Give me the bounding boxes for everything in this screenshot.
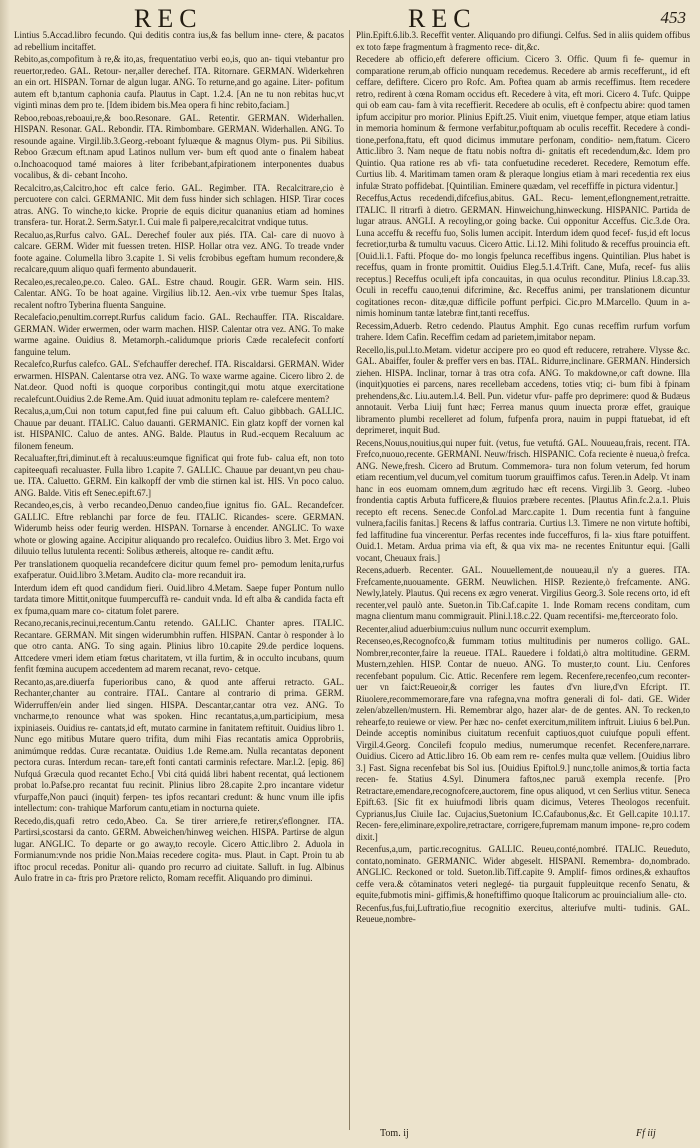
dictionary-entry: Recens,Nouus,nouitius,qui nuper fuit. (vetus, fue vetuftá. GAL. Nouueau,frais, recent. ITA. Frefco,nuouo,recente. GERMANI. Neuw/frisch. HISPANIC. Cofa reciente è nueua,ò frefca. ANG. Newe,fresh. Cicero ad Brutum. Commemora- tura non folum veterum, fed horum etiam recentium,vel ducum,vel comitum tuorum grauiffimos cafus. Teren.in Adelp. Vt inam hanc in eos euomam omnem,dum ægritudo hæc eft recens. Virgi.lib 3. Georg. -lubeo frondentia captis Arbuta fufficere,& fluuios præbere recentes. [Plautus Afin.fc.2.a.1. Pluis recepto eft recens. Senec.de Confol.ad Marc.capite 1. Dum recentia funt à fanguine vulnera,facilis fanitas.] Recens & laffus contraria. Curtius l.3. Timere ne non virtute hoftibi, fed laffitudine fua vincerentur. Perfas recentes inde fucceffuros, fi la- xius ftare potuiffent. Ouid.1. Metam. Ardua prima via eft, & qua vix ma- ne recentes Enituntur equi. [Galli vocant, Cheuaux frais.] <box>356 437 690 563</box>
dictionary-entry: Recanto,as,are.diuerfa fuperioribus cano, & quod ante afferui retracto. GAL. Rechanter,chanter au contraire. ITAL. Cantare al contrario di prima. GERM. Widerruffen/ein ander lied singen. HISPA. Descantar,cantar otra vez. ANG. To vncharme,to renounce what was spoken. Hinc recantatus,a,um,participium, mesa ixpiniaseis. Ouidius re- cantats,id eft, mutato carmine in fanitatem reftituit. Ouidius libro 1. Nunc ego mitibus Mutare quero trifita, dum mihi Fias recantatis amica Opprobriis, animúmque reddas. Curæ recantatæ. Ouidius 1.de Reme.am. Nulla recantatas deponent pectora curas. Interdum recan- tare,eft fonti cantati carminis refectare. Mar.l.2. [epig. 86] Nufquá Græcula quod recantet Echo.[ Vbi citá quidá libri habent recentat, quá lectionem probat lo.Pafse.pro recantat fuu recinit. Plinius libro 28.capite 2.pro incantare videtur vfurpaffe,Non pauci (inquit) ferpen- tes ipfos recantari credunt: & hunc vnum ille ipfis intellectum: con- trahique Marforum cantu,etiam in nocturna quiete. <box>14 676 344 813</box>
right-column <box>356 30 690 1124</box>
dictionary-entry: Recello,lis,pul.l.to.Metam. videtur accipere pro eo quod eft reducere, retrahere. Vlysse &c. GAL. Abaiffer, fouler & preffer vers en bas. ITAL. Ridurre,inclinare. GERMAN. Hindersich ziehen. HISPA. Inclinar, tornar à tras otra cofa. ANG. To makdowne,or caft downe. Illa (inquit)quoties ei parcens, nares recellebam accedens, toties vtiq; ci- bum fibi à fpinam prehendens,&c. Liu.autem.l.4. Bell. Pun. videtur vfur- paffe pro deprimere: quod & Budæus annotauit. Verba Liuij funt hæc; Ferrea manus quum inuecta proræ effet, grauique libramento plumbi recelleret ad folum, fufpenfa prora, nauim in puppi ftatuebat, id eft deprimeret, inquit Bud. <box>356 344 690 435</box>
page-gutter-shadow <box>0 0 10 1148</box>
dictionary-entry: Interdum idem eft quod candidum fieri. Ouid.libro 4.Metam. Saepe fuper Pontum nullo tardata timore Mittit,onitque fuumpercuffà re- canduit vnda. Id eft alba & candida facta eft ex fpuma,quam mare co- citatum folet parere. <box>14 582 344 616</box>
dictionary-entry: Per translationem quoquelia recandefcere dicitur quum femel pro- pemodum lenita,rurfus exafperatur. Ouid.libro 3.Metam. Audito cla- more recanduit ira. <box>14 558 344 580</box>
dictionary-entry: Recano,recanis,recinui,recentum.Cantu retendo. GALLIC. Chanter apres. ITALIC. Recantare. GERMAN. Mit singen widerumbhin ruffen. HISPAN. Cantar ò responder à lo que otro canta. ANG. To sing again. Plinius libro 10.capite 29.de perdice loquens. Attcedere vmeri idem etiam fœtus charitatem, vt illa furtim, & in occulto incubans, quum fenfit fœmina aucupem accedentem ad marem recanat, revo- cetque. <box>14 618 344 674</box>
dictionary-entry: Receffus,Actus recedendi,difcefius,abitus. GAL. Recu- lement,eflongnement,retraitte. ITALIC. Il ritrarfi à dietro. GERMAN. Hinweichung,hinweckung. HISPANIC. Partida de lugar atraus. ANGLI. A recoyling,or going backe. Cui opponitur Acceffus. Cic.3.de Ora. Luna acceffu & receffu fuo, Solis lumen accipit. Interdum idem quod fecef- fus,id eft locus fecretior,turba & tumultu vacuus. Cicero Attic. Li.12. Mihi folitudo & receffus prouincia eft. [Ouid.li.1. Fafti. Pfoque do- mo longis fpelunca receffibus ingens. Quintilian. Plus habet is receffus, quam in fronte promittit. Ouidius Eleg.5.1.4.Trift. Cane, Mufa, recef- fus aliis receptus.] Receffus oculi,eft ipfa concauitas, in qua oculus reconditur. Plinius l.8.cap.33. Oculi in receffu cauo,tenui difcrimine, &c. Receffus animi, per translationem dicuntur cogitationes recon- ditæ,quæ difficile poffunt perfpici. Cic.pro M.Marcello. Quum in a- nimis hominum tantæ latebræ fint,tanti receffus. <box>356 193 690 318</box>
signature-mark: Ff iij <box>636 1128 656 1139</box>
dictionary-entry: Recalcitro,as,Calcitro,hoc eft calce ferio. GAL. Regimber. ITA. Recalcitrare,cio è percuotere con calci. GERMANIC. Mit dem fuss hinder sich schlagen. HISP. Tirar coces atras. ANG. To winche,to kicke. Proprie de equis dicitur quananius etiam ad homines transfera- tur. Horat.2. Serm.Satyr.1. Cui male fi palpere,recalcitrat vndique tutus. <box>14 182 344 227</box>
dictionary-entry: Recens,aduerb. Recenter. GAL. Nouuellement,de nouueau,il n'y a gueres. ITA. Frefcamente,nuouamente. GERM. Neuwlichen. HISP. Reziente,ò frefcamente. ANG. Newly,lately. Plautus. Qui recens ex ægro venerat. Virgilius Georg.3. Sole recens orto, id eft recenter,vel paulò ante. Sueton.in Tib.Caf.capite 1. Inde Romam recens conditam, cum magna clientum manu commigrauit. Plini.l.18.c.22. Quam recentifsi- me,fterceorato folo. <box>356 565 690 621</box>
column-divider <box>349 30 350 1130</box>
dictionary-entry: Recaleo,es,recaleo,pe.co. Caleo. GAL. Estre chaud. Rougir. GER. Warm sein. HIS. Calentar. ANG. To be hoat againe. Virgilius lib.12. Aen.-vix vrbe tuemur Spes Italas, recalent noftro Tyberina fluenta Sanguine. <box>14 276 344 310</box>
dictionary-entry: Recenseo,es,Recognofco,& fummam totius multitudinis per numeros colligo. GAL. Nombrer,reconter,faire la reueue. ITAL. Rauedere i foldati,ò altra moltitudine. GERM. Mustern,zehlen. HISP. Contar de nueuo. ANG. To muster,to count. Liu. Cenfores recenfebant populum. Cic. Attic. Recenfere rem legem. Recenfere,recenfeo,cum reconter- uer vn faict:Reueoir,& corriger les fautes d'vn liure,d'vn Efcript. IT. Riuolere,recommemorare,fare vna rafegna,vna moftra generali di fol- dati. GE. Wider zelen/abzellen/mustern. Hi. Remembrar algo, hazer alar- de de gentes. AN. To recken,to rehearfe,to reuiewe or view. Per hæc no- cenfet exercitum,militem inftruit. Liuius 6 bel.Pun. Deinde acceptis nominibus ciuitatum recenfuit captiuos,quot cuiufque populi effent. Virgil.4.Georg. Concilefi fcopulo medius, numerumque recenfet. Recenfere,narrare. Ouidius. Cicero ad Attic.libro 16. Ob eam rem re- cenfes multa quæ vellem. [Ouidius libro 3.] Fast. Signa recenfebat bis Sol ius. [Ouidius Epiftol.9.] nunc,tolle animos,& tortia facta recen- fe. Statius 4.Syl. Dinumera faftos,nec paruã exempla recenfe. [Pro Retractare,emendare,recognofcere,auctorem, fine opus aliquod, vt cen Serlius vtitur. Seneca Epift.63. [Sic fit ex huiufmodi libris quam dicimus, Veteres Theologos recenfuit. Cyprianus,Ius Ciuile Iac. Cujacius,Suetonium IC.Cafaubonus,&c. Et Gell.capite 10.l.17. Recen- fere,eliminare,expolire,retractare, corrigere,fupremam manum impone- re,pro codem dixit.] <box>356 636 690 842</box>
dictionary-entry: Recalus,a,um,Cui non totum caput,fed fine pui caluum eft. Caluo gibbbach. GALLIC. Chauue par deuant. ITALIC. Caluo dauanti. GERMANIC. Ein glatz kopff der vornen kal ist. HISPANIC. Caluo de antes. ANG. Balde. Plautus in Rud.-ecquem Recaluum ac filonem feneum. <box>14 406 344 451</box>
right-head-word: REC <box>408 4 477 33</box>
left-head-word: REC <box>134 4 203 33</box>
dictionary-entry: Recandeo,es,cis, à verbo recandeo,Denuo candeo,fiue ignitus fio. GAL. Recandefcer. GALLIC. Eftre reblanchi par force de feu. ITALIC. Ricandes- scere. GERMAN. Widerumb heiss oder feurig werden. HISPAN. Tornarse à encender. ANGLIC. To waxe whote or glowing againe. Accipitur aliquando pro recalefco. Ouidius libro 3. Met. Ergo voi diluuio tellus lutulenta recenti: Solibus æthereis, altoque re- candit æftu. <box>14 500 344 556</box>
dictionary-entry: Recenter,aliud aduerbium:cuius nullum nunc occurrit exemplum. <box>356 623 591 634</box>
dictionary-entry: Recedo,dis,quafi retro cedo,Abeo. Ca. Se tirer arriere,fe retirer,s'eflongner. ITA. Partirsi,scostarsi da canto. GERM. Abweichen/hinweg weichen. HISPA. Partirse de algun lugar. ANGLIC. To departe or go away,to recoyle. Cicero Attic.libro 2. Aduola in Formianum:vnde nos pridie Non.Maias recedere cogita- mus. Plaut. in Capt. Proin tu ab iftoc procul recedas. Ponitur ali- quando pro recurro ad ciuitate. Salluft. in Iug. Albinus Aulo fratre in ca- ftris pro Prætore relicto, Romam receffit. Aliquando pro diminui. <box>14 815 344 883</box>
dictionary-entry: Lintius 5.Accad.libro fecundo. Qui deditis contra ius,& fas bellum inne- ctere, & pacatos ad rebellium incitaffet. <box>14 30 344 52</box>
dictionary-entry: Recalefco,Rurfus calefco. GAL. S'efchauffer derechef. ITA. Riscaldarsi. GERMAN. Wider erwarmen. HISPAN. Calentarse otra vez. ANG. To waxe warme againe. Cicero libro 2. de Nat.deor. Quod nofti is quoque corporibus contingit,qui motu atque exercitatione recalefcunt.Ouidius 2.de Reme.Am. Quid iuuat admonitu teplam re- calefcere mentem? <box>14 359 344 404</box>
dictionary-entry: Recenfus,fus,fui,Luftratio,fiue recognitio exercitus, alteriufve multi- tudinis. GAL. Reueue,nombre- <box>356 902 690 924</box>
dictionary-entry: Recessim,Aduerb. Retro cedendo. Plautus Amphit. Ego cunas receffim rurfum vorfum trahere. Idem Cafin. Receffim cedam ad parietem,imitabor nepam. <box>356 320 690 342</box>
dictionary-entry: Recedere ab officio,eft deferere officium. Cicero 3. Offic. Quum fi fe- quemur in comparatione rerum,ab officio nunquam recedemus. Recedere ab armis recefferunt,, id eft ceffare, defiftere. Cicero pro Rofc. Am. Poftea quam ab armis receffimus. Item recedere retro, redirent à cœna Romam occidus eft. Recedere à vita, eft mori. Cicero 4. Tufc. Quippe qui ob eam cau- fam à vita receffierit. Recedere ab oculis, eft è confpectu abire: quod tamen ipfum accipitur pro morior. Plinius Epift.25. Viuit enim, viuetque femper, atque etiam latius in memoria hominum & fermone verfabitur,poftquam ab oculis receffit. Recedere à condi- tione,perfona,ftatu, eft quod dicimus immutare perfonam, conditio- nem,ftatum. Cicero Attic.libro 3. Nam neque de ftatu nobis noftra di- gnitatis eft recedendum,&c. Idem pro Quintio. Qua ratione res ab vfi- tata confuetudine recederet. Recedere, Remotum effe. Curtius lib. 4. Maritimam tamen oram & pleraque longius etiam à mari recedentia rex eius infulæ Strato poffidebat. [Quintilian. Eminere quædam, vel receffiffe in pictura videntur.] <box>356 54 690 191</box>
dictionary-entry: Rebito,as,compofitum à re,& ito,as, frequentatiuo verbi eo,is, quo an- tiqui vtebantur pro reuertor,redeo. GAL. Retour- ner,aller derechef. ITA. Ritornare. GERMAN. Widerkehren an ein ort. HISPAN. Tornar de algun lugar. ANG. To returne,and go againe. Liter- pofitum autem eft b,tantum caphonia caufa. Plautus in Capt. 1.2.4. [An ne tu non rebitas huc,vt vigintì minas dem pro te. [Idem ibidem bis.Mea opera fi hinc rebito,faciam.] <box>14 54 344 110</box>
page-number: 453 <box>660 8 686 27</box>
dictionary-entry: Plin.Epift.6.lib.3. Receffit venter. Aliquando pro difiungi. Celfus. Sed in aliis quidem offibus ex toto fæpe fragmentum à fragmento rece- dit,&c. <box>356 30 690 52</box>
dictionary-entry: Recaluafter,ftri,diminut.eft à recaluus:eumque fignificat qui frote fub- calua eft, non toto capiteequafi recaluaster. Fulla libro 1.capite 7. GALLIC. Chauue par deuant,vn peu chau- ue. ITA. Caluetto. GERM. Ein kalkopff der vmb die stirnen kal ist. HIS. Vn poco caluo. ANG. Balde. Vitis eft Senec.epift.67.] <box>14 453 344 498</box>
dictionary-entry: Recalefacio,penultim.corrept.Rurfus calidum facio. GAL. Rechauffer. ITA. Riscaldare. GERMAN. Wider erwermen, oder warm machen. HISP. Calentar otra vez. ANG. To make warme againe. Ouidius 8. Metamorph.-calidumque prioris Cæde recalefecit confortí fanguine telum. <box>14 312 344 357</box>
dictionary-entry: Recenfus,a,um, partic.recognitus. GALLIC. Reueu,conté,nombré. ITALIC. Reueduto, contato,nominato. GERMANIC. Wider abgeselt. HISPANI. Remembra- do,nombrado. ANGLIC. Reckoned or told. Sueton.lib.Tiff.capite 9. Amplif- fimos ordines,& exhauftos ceffe vera.& cötaminatos veteri neglegé- tia purgauit fuppleuitque recenfo Senatu, & equite,fubmotis mini- giffimis,& honeftiffimo quoque Italicorum ac prouincialium alle- cto. <box>356 844 690 900</box>
dictionary-entry: Reboo,reboas,reboaui,re,& boo.Resonare. GAL. Retentir. GERMAN. Widerhallen. HISPAN. Resonar. GAL. Rebondir. ITA. Rimbombare. GERMAN. Widerhallen. ANG. To resounde againe. Virgil.lib.3.Georg.-reboant fyluæque & magnus Olym- pus. Pii Sibilius. Reboo Græcum eft.nam apud Latinos nullum ver- bum eft quod ante o finalem habeat o.Inchoacoquod tamé maiores à liter fcribebant,afpirationem interponentes duabus vocalibus, & di- cebant Incoho. <box>14 112 344 180</box>
dictionary-entry: Recaluo,as,Rurfus calvo. GAL. Derechef fouler aux piés. ITA. Cal- care di nuovo à calcare. GERM. Wider mit fuessen treten. HISP. Hollar otra vez. ANG. To treade vnder foote againe. Columella libro 3.capite 1. Si velis fcrobibus egeftam humum recondere,& recalcare,quum aliquo quafi fermento abundauerit. <box>14 229 344 274</box>
volume-mark: Tom. ij <box>380 1128 409 1139</box>
left-column <box>14 30 344 1124</box>
